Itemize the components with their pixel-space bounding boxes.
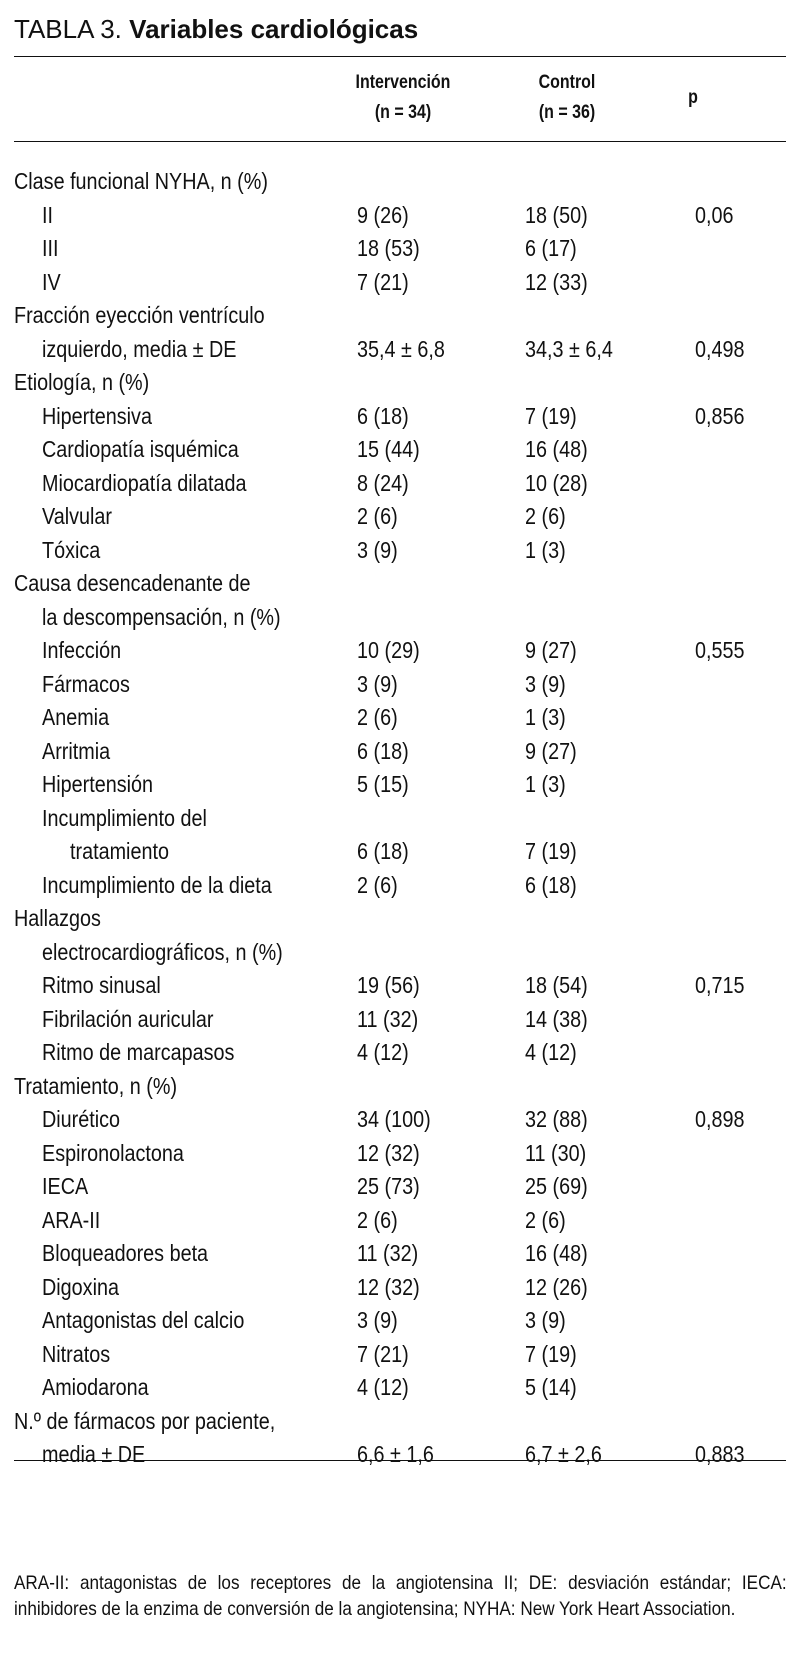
row-label: Amiodarona [42,1374,149,1400]
cell-p-value: 0,06 [695,201,734,228]
row-label: Digoxina [42,1273,119,1300]
cell-intervention: 3 (9) [357,1307,398,1333]
cell-intervention: 35,4 ± 6,8 [357,335,445,362]
table-row [14,467,786,501]
cell-intervention: 12 (32) [357,1273,420,1300]
cell-control: 9 (27) [525,737,577,764]
table-row [14,869,786,903]
cell-control: 14 (38) [525,1005,588,1032]
row-label: Hallazgos [14,905,101,931]
cell-control: 11 (30) [525,1139,587,1166]
cell-control: 16 (48) [525,1240,588,1266]
column-header-p: p [688,87,698,108]
table-row [14,1070,786,1104]
cell-control: 5 (14) [525,1374,577,1400]
row-label: Tóxica [42,536,101,563]
row-label: ARA-II [42,1206,101,1233]
table-row [14,835,786,869]
cell-control: 12 (26) [525,1273,588,1300]
row-label: Ritmo de marcapasos [42,1039,235,1065]
table-row [14,1204,786,1238]
column-header-control-label: Control [538,72,596,93]
row-label: Bloqueadores beta [42,1240,209,1266]
cell-intervention: 7 (21) [357,1340,409,1367]
table-row [14,1338,786,1372]
table-title-text: Variables cardiológicas [129,14,419,44]
row-label: Cardiopatía isquémica [42,436,239,462]
cell-intervention: 3 (9) [357,670,398,697]
cell-intervention: 2 (6) [357,704,398,730]
cell-control: 1 (3) [525,771,566,797]
cell-p-value: 0,856 [695,402,745,429]
cell-control: 34,3 ± 6,4 [525,335,613,362]
cell-p-value: 0,883 [695,1441,745,1467]
table-row [14,1304,786,1338]
row-label: Infección [42,637,122,663]
cell-control: 2 (6) [525,1206,566,1233]
table-row [14,936,786,970]
cell-intervention: 6,6 ± 1,6 [357,1441,434,1467]
cell-p-value: 0,715 [695,972,745,998]
row-label: II [42,201,53,228]
table-row [14,534,786,568]
row-label: Espironolactona [42,1139,184,1166]
cell-intervention: 25 (73) [357,1173,420,1199]
table-row [14,634,786,668]
table-row [14,199,786,233]
cell-control: 6 (17) [525,235,577,261]
cell-intervention: 6 (18) [357,838,409,864]
table-title [14,12,418,46]
cell-intervention: 2 (6) [357,871,398,898]
cell-control: 16 (48) [525,436,588,462]
row-label: N.º de fármacos por paciente, [14,1407,276,1434]
row-label: III [42,235,59,261]
table-footnote: ARA-II: antagonistas de los receptores de la angiotensina II; DE: desviación estándar; IECA: inhibidores de la enzima de conversión de la angiotensina; NYHA: New York Heart Association. [14,1572,787,1620]
table-row [14,433,786,467]
table-row [14,567,786,601]
row-label: la descompensación, n (%) [42,603,281,630]
table-row [14,1103,786,1137]
row-label: Fibrilación auricular [42,1005,214,1032]
table-row [14,902,786,936]
cell-control: 4 (12) [525,1039,577,1065]
cell-intervention: 3 (9) [357,536,398,563]
row-label: izquierdo, media ± DE [42,335,237,362]
cell-intervention: 8 (24) [357,469,409,496]
column-header-intervention-label: Intervención [355,72,451,93]
cell-intervention: 2 (6) [357,1206,398,1233]
column-header-control [512,68,621,128]
row-label: Hipertensión [42,771,154,797]
row-label: Anemia [42,704,110,730]
table-row [14,1371,786,1405]
row-label: Ritmo sinusal [42,972,161,998]
cell-intervention: 6 (18) [357,402,409,429]
table-row [14,1036,786,1070]
cell-control: 6,7 ± 2,6 [525,1441,602,1467]
table-body [14,165,786,1472]
cell-intervention: 11 (32) [357,1240,419,1266]
bottom-rule [14,1460,786,1461]
row-label: Tratamiento, n (%) [14,1072,178,1099]
row-label: IECA [42,1173,89,1199]
row-label: Fármacos [42,670,130,697]
cell-control: 10 (28) [525,469,588,496]
table-row [14,266,786,300]
cell-control: 12 (33) [525,268,588,295]
table-row [14,500,786,534]
cell-control: 18 (54) [525,972,588,998]
table-row [14,165,786,199]
cell-intervention: 12 (32) [357,1139,420,1166]
cell-p-value: 0,498 [695,335,745,362]
cell-control: 6 (18) [525,871,577,898]
row-label: Valvular [42,503,112,529]
cell-intervention: 7 (21) [357,268,409,295]
table-row [14,735,786,769]
row-label: Antagonistas del calcio [42,1307,245,1333]
cell-intervention: 9 (26) [357,201,409,228]
cell-intervention: 4 (12) [357,1374,409,1400]
row-label: Incumplimiento de la dieta [42,871,272,898]
row-label: Causa desencadenante de [14,570,251,596]
cell-p-value: 0,555 [695,637,745,663]
table-row [14,701,786,735]
cell-intervention: 4 (12) [357,1039,409,1065]
table-row [14,1237,786,1271]
table-row [14,232,786,266]
table-row [14,601,786,635]
cell-control: 3 (9) [525,1307,566,1333]
cell-control: 7 (19) [525,838,577,864]
column-header-control-n: (n = 36) [538,102,596,123]
row-label: tratamiento [70,838,169,864]
table-row [14,1271,786,1305]
cell-intervention: 6 (18) [357,737,409,764]
cell-intervention: 18 (53) [357,235,420,261]
cell-control: 18 (50) [525,201,588,228]
row-label: Miocardiopatía dilatada [42,469,247,496]
cell-intervention: 5 (15) [357,771,409,797]
row-label: Arritmia [42,737,111,764]
row-label: media ± DE [42,1441,146,1467]
table-title-prefix: TABLA 3. [14,14,122,44]
header-rule [14,141,786,142]
cell-control: 1 (3) [525,704,566,730]
cell-control: 2 (6) [525,503,566,529]
cell-control: 7 (19) [525,402,577,429]
cell-intervention: 34 (100) [357,1106,431,1132]
table-row [14,333,786,367]
table-row [14,299,786,333]
row-label: Fracción eyección ventrículo [14,302,265,328]
table-row [14,768,786,802]
table-row [14,802,786,836]
row-label: Nitratos [42,1340,111,1367]
table-row [14,1003,786,1037]
table-row [14,668,786,702]
row-label: Hipertensiva [42,402,152,429]
cell-intervention: 11 (32) [357,1005,419,1032]
cell-control: 1 (3) [525,536,566,563]
table-row [14,1170,786,1204]
table-row [14,1438,786,1472]
row-label: electrocardiográficos, n (%) [42,938,283,965]
row-label: Diurético [42,1106,121,1132]
table-row [14,969,786,1003]
cell-control: 3 (9) [525,670,566,697]
row-label: Clase funcional NYHA, n (%) [14,168,268,194]
column-header-intervention-n: (n = 34) [374,102,432,123]
cell-intervention: 19 (56) [357,972,420,998]
row-label: Etiología, n (%) [14,369,150,395]
cell-intervention: 2 (6) [357,503,398,529]
row-label: Incumplimiento del [42,804,207,831]
table-row [14,1137,786,1171]
column-header-intervention [348,68,457,128]
cell-control: 25 (69) [525,1173,588,1199]
cell-control: 9 (27) [525,637,577,663]
table-row [14,1405,786,1439]
table-row [14,366,786,400]
cell-p-value: 0,898 [695,1106,745,1132]
cell-control: 7 (19) [525,1340,577,1367]
table-row [14,400,786,434]
cell-intervention: 10 (29) [357,637,420,663]
row-label: IV [42,268,61,295]
cell-control: 32 (88) [525,1106,588,1132]
cell-intervention: 15 (44) [357,436,420,462]
top-rule [14,56,786,57]
